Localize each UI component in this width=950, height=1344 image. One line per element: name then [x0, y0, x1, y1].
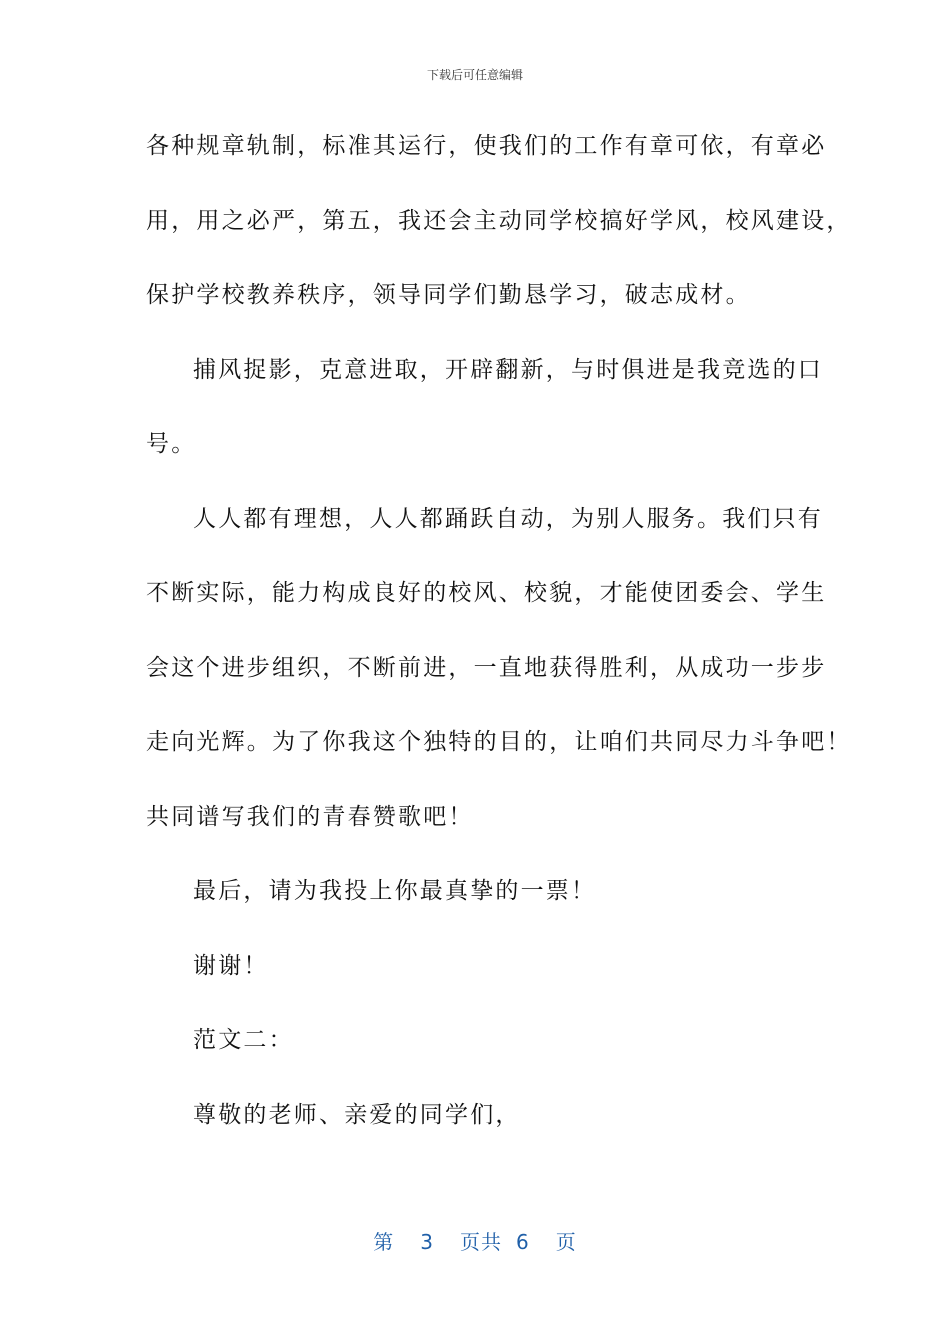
text-line-6: 人人都有理想，人人都踊跃自动，为别人服务。我们只有 — [193, 505, 823, 532]
footer-middle: 页共 — [460, 1230, 502, 1254]
text-line-5: 号。 — [146, 431, 197, 457]
footer-current-page: 3 — [420, 1230, 434, 1254]
footer-total-pages: 6 — [516, 1230, 530, 1254]
text-line-12: 谢谢！ — [193, 952, 269, 979]
document-body — [146, 128, 852, 1171]
page-footer — [0, 1226, 950, 1255]
text-line-7: 不断实际，能力构成良好的校风、校貌，才能使团委会、学生 — [146, 580, 827, 606]
text-line-9: 走向光辉。为了你我这个独特的目的，让咱们共同尽力斗争吧！ — [146, 729, 852, 755]
footer-prefix: 第 — [373, 1230, 395, 1254]
text-line-8: 会这个进步组织，不断前进，一直地获得胜利，从成功一步步 — [146, 654, 827, 681]
text-line-2: 用，用之必严，第五，我还会主动同学校搞好学风，校风建设， — [146, 207, 852, 234]
text-line-14: 尊敬的老师、亲爱的同学们， — [193, 1101, 521, 1128]
text-line-13: 范文二： — [193, 1027, 294, 1053]
text-line-10: 共同谱写我们的青春赞歌吧！ — [146, 803, 474, 830]
text-line-11: 最后，请为我投上你最真挚的一票！ — [193, 878, 597, 904]
page-header: 下载后可任意编辑 — [426, 68, 523, 82]
text-line-4: 捕风捉影，克意进取，开辟翻新，与时俱进是我竞选的口 — [193, 356, 823, 383]
text-line-3: 保护学校教养秩序，领导同学们勤恳学习，破志成材。 — [146, 282, 751, 308]
text-line-1: 各种规章轨制，标准其运行，使我们的工作有章可依，有章必 — [146, 133, 827, 159]
footer-suffix: 页 — [555, 1230, 577, 1254]
